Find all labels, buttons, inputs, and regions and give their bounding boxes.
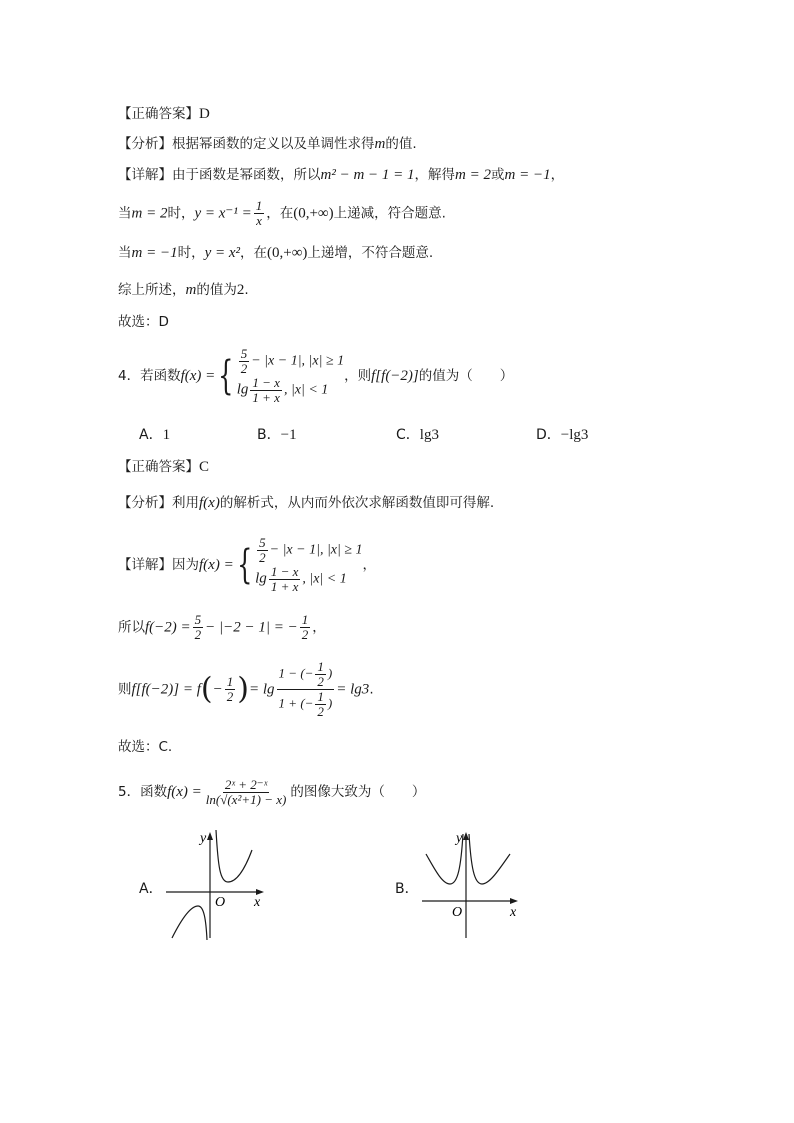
stem-text: 的值为（ ） [418, 368, 514, 384]
y-arrow-icon [463, 832, 469, 840]
case-top [255, 536, 362, 565]
step-text: 所以 [118, 619, 145, 636]
denominator: 1 + x [252, 390, 280, 405]
origin-label: O [215, 895, 226, 910]
math-fx: f(x) = [180, 368, 216, 384]
case-text: ，在 [240, 245, 268, 261]
answer-label: 【正确答案】 [118, 459, 199, 475]
denominator: 2 [317, 704, 324, 719]
x-label: x [254, 895, 261, 910]
den-prefix: 1 + [278, 695, 298, 711]
q3-answer-line [118, 104, 210, 124]
answer-value: D [199, 106, 210, 122]
option-letter: D． [536, 427, 561, 443]
denominator: x [256, 213, 262, 228]
math-expr: f[f(−2)] [371, 368, 419, 384]
math-eq: m = −1 [504, 167, 551, 183]
answer-value: C [199, 459, 210, 475]
case-text: 时， [167, 205, 195, 222]
graph-option-a[interactable] [160, 826, 270, 942]
curve-right [469, 834, 510, 884]
case-top [237, 347, 344, 376]
step-text: ， [312, 619, 326, 636]
denominator: 2 [226, 689, 234, 704]
curve-left [172, 906, 207, 940]
option-value: 1 [162, 427, 171, 443]
summary-text: 综上所述， [118, 282, 186, 298]
math-expr: f(−2) = [145, 619, 191, 636]
stem-text: 若函数 [140, 368, 181, 384]
case-text: 上递减，符合题意. [333, 205, 446, 222]
math-fx: f(x) [199, 495, 220, 511]
case-bottom [237, 376, 344, 405]
math-var: m [374, 136, 386, 152]
numerator: 5 [259, 535, 266, 550]
q4-stem-line [118, 345, 513, 407]
question-number: 5． [118, 784, 141, 800]
piecewise-cases [255, 536, 362, 594]
detail-label: 【详解】 [118, 167, 172, 183]
math-interval: (0,+∞) [267, 245, 308, 261]
graph-option-a-label[interactable]: A． [139, 881, 163, 897]
y-arrow-icon [207, 832, 213, 840]
denominator: 2 [240, 361, 248, 376]
case-text: ，在 [266, 205, 294, 222]
case-rest: − |x − 1|, |x| ≥ 1 [251, 353, 345, 369]
analysis-label: 【分析】 [118, 495, 172, 511]
y-label: y [456, 831, 463, 846]
q3-choice-line: 故选：D [118, 314, 169, 330]
q4-choice-line: 故选：C. [118, 739, 173, 755]
option-value: lg3 [419, 427, 439, 443]
option-d[interactable] [536, 424, 588, 444]
question-number: 4． [118, 368, 141, 384]
summary-text: . [244, 282, 249, 298]
stem-text: ，则 [344, 368, 372, 384]
case-text: 当 [118, 205, 132, 222]
q4-step2-line: 则f[f(−2)] = f(− $\frac{1}{2}$ )= lg 1 − (− $\frac{1}{2}$ ) 1 + (− $\frac{1}{2}$ ) = lg3. [118, 659, 374, 719]
answer-label: 【正确答案】 [118, 106, 199, 122]
math-eq: m = 2 [131, 205, 168, 222]
denominator: 1 + x [270, 579, 299, 594]
x-arrow-icon [510, 898, 518, 904]
option-c[interactable] [396, 424, 439, 444]
detail-text: ， [550, 167, 565, 183]
nested-fraction: 1 − (− $\frac{1}{2}$ ) 1 + (− $\frac{1}{2}$ ) [278, 659, 333, 719]
summary-text: 的值为 [196, 282, 237, 298]
fraction [254, 199, 265, 228]
lg-func: lg [236, 381, 249, 398]
detail-text: 由于函数是幂函数，所以 [172, 167, 321, 183]
detail-text: 因为 [172, 557, 199, 573]
case-text: 时， [177, 245, 205, 261]
detail-label: 【详解】 [118, 557, 172, 573]
q4-analysis-line [118, 493, 494, 513]
math-result: = lg3 [336, 681, 370, 698]
left-brace: { [236, 542, 253, 588]
math-eq: m = 2 [455, 167, 491, 183]
stem-text: 函数 [140, 784, 168, 800]
math-eq: y = x⁻¹ = [194, 205, 252, 222]
math-var: m [185, 282, 197, 298]
denominator: 2 [301, 627, 309, 642]
detail-text: ， [362, 557, 377, 573]
math-eq: m² − m − 1 = 1 [320, 167, 415, 183]
denominator: 2 [194, 627, 202, 642]
numerator: 2ˣ + 2⁻ˣ [224, 776, 268, 792]
stem-text: 的图像大致为（ ） [290, 784, 426, 800]
step-text: 则 [118, 681, 132, 698]
q4-detail-line [118, 534, 376, 596]
q3-analysis-line [118, 134, 417, 154]
numerator: 1 − x [252, 375, 280, 390]
q3-case1-line [118, 199, 446, 228]
case-rest: − |x − 1|, |x| ≥ 1 [269, 542, 363, 558]
curve-right [216, 830, 252, 882]
math-eq: m = −1 [131, 245, 178, 261]
analysis-text: 根据幂函数的定义以及单调性求得 [172, 136, 375, 152]
denominator: 2 [259, 550, 266, 565]
x-label: x [510, 905, 517, 920]
analysis-text-end: 的值. [385, 136, 417, 152]
option-letter: A． [139, 427, 163, 443]
analysis-text: 的解析式，从内而外依次求解函数值即可得解. [219, 495, 495, 511]
numerator: 5 [240, 346, 248, 361]
left-brace: { [218, 353, 234, 399]
analysis-label: 【分析】 [118, 136, 172, 152]
detail-text: 或 [491, 167, 505, 183]
math-fx: f(x) = [199, 557, 234, 573]
q4-answer-line [118, 457, 209, 477]
option-letter: C． [396, 427, 420, 443]
q4-step1-line [118, 613, 326, 642]
q3-case2-line [118, 243, 433, 263]
step-text: . [369, 681, 374, 698]
numerator: 1 [317, 659, 324, 674]
math-expr: f[f(−2)] = f [131, 681, 201, 698]
q3-detail-line [118, 165, 564, 185]
y-label: y [200, 831, 207, 846]
math-value: 2 [236, 282, 245, 298]
case-text: 当 [118, 245, 132, 261]
option-b[interactable] [257, 424, 297, 444]
piecewise-cases [237, 347, 344, 405]
case-text: 上递增，不符合题意. [307, 245, 434, 261]
numerator: 1 [226, 674, 234, 689]
math-eq: y = x² [204, 245, 241, 261]
graph-option-b-label[interactable]: B． [395, 881, 419, 897]
case-rest: , |x| < 1 [302, 571, 347, 587]
lg-func: lg [255, 570, 267, 587]
option-a[interactable] [139, 424, 170, 444]
math-expr: − |−2 − 1| = − [205, 619, 298, 636]
option-value: −1 [280, 427, 297, 443]
q3-summary-line [118, 280, 249, 300]
math-interval: (0,+∞) [293, 205, 334, 222]
denominator: 2 [317, 674, 324, 689]
graph-option-b[interactable] [418, 826, 528, 942]
numerator: 1 [255, 198, 263, 213]
numerator: 1 − x [270, 564, 299, 579]
numerator: 5 [194, 612, 202, 627]
detail-text: ，解得 [414, 167, 456, 183]
math-expr: = lg [248, 681, 275, 698]
analysis-text: 利用 [172, 495, 199, 511]
math-fx: f(x) = [167, 784, 202, 800]
denominator: ln(√(x²+1) − x) [205, 791, 287, 807]
q5-stem-line [118, 770, 425, 814]
option-value: −lg3 [560, 427, 589, 443]
option-letter: B． [257, 427, 281, 443]
case-rest: , |x| < 1 [283, 382, 329, 398]
numerator: 1 [317, 689, 324, 704]
case-bottom [255, 565, 362, 594]
numerator: 1 [301, 612, 309, 627]
origin-label: O [452, 905, 463, 920]
num-prefix: 1 − [278, 665, 298, 681]
